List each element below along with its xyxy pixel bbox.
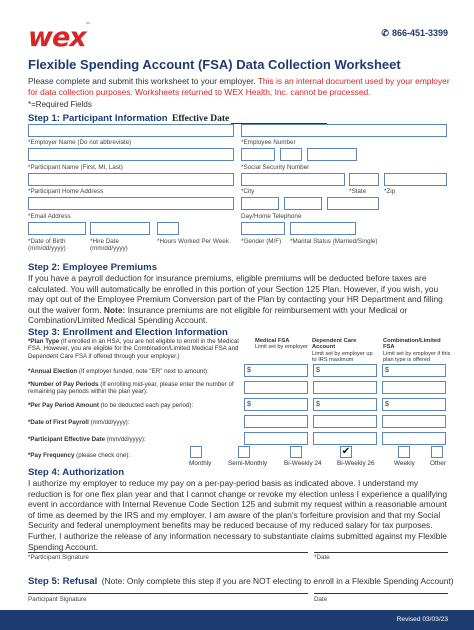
- medical-first-payroll-field[interactable]: [244, 415, 308, 428]
- other-label: Other: [430, 460, 446, 467]
- zip-field[interactable]: [384, 173, 447, 186]
- step4-heading: Step 4: Authorization: [28, 467, 125, 478]
- per-pay-period-bold: *Per Pay Period Amount: [28, 402, 99, 409]
- combination-effective-date-field[interactable]: [382, 432, 446, 445]
- annual-election-text: (If employer funded, note "ER" next to amount):: [77, 368, 209, 375]
- employer-name-label: *Employer Name (Do not abbreviate): [28, 139, 132, 146]
- dependent-effective-date-field[interactable]: [313, 432, 377, 445]
- state-label: *State: [349, 188, 367, 195]
- combination-annual-election-field[interactable]: $: [382, 364, 446, 377]
- medical-pay-periods-field[interactable]: [244, 381, 308, 394]
- home-address-label: *Participant Home Address: [28, 188, 104, 195]
- first-payroll-text: (mm/dd/yyyy):: [88, 419, 130, 426]
- step2-heading: Step 2: Employee Premiums: [28, 262, 158, 273]
- combination-first-payroll-field[interactable]: [382, 415, 446, 428]
- participant-signature-line[interactable]: [28, 552, 308, 553]
- per-pay-period-text: (to be deducted each pay period):: [98, 402, 194, 409]
- authorization-text: I authorize my employer to reduce my pay on a per-pay-period basis as indicated above. I understand my reduction is for one flex plan year and that I cannot change or revoke my election unless I experience a qualifying event in accordance with Internal Revenue Code Section 125 and submit my request within a reasonable amount of time as deemed by the IRS and my employer. I am aware of the plan's forfeiture provision and that my Social Security and federal unemployment benefits may be reduced because of my reduced salary for tax purposes. Further, I authorize the release of any information necessary to substantiate claims submitted against my Flexible Spending Account.: [28, 478, 447, 552]
- weekly-label: Weekly: [394, 460, 415, 467]
- ssn-label: *Social Security Number: [241, 164, 310, 171]
- medical-effective-date-field[interactable]: [244, 432, 308, 445]
- dependent-annual-election-field[interactable]: $: [313, 364, 377, 377]
- biweekly-26-label: Bi-Weekly 26: [337, 460, 375, 467]
- col-dependent-care: [312, 338, 378, 364]
- step1-heading: Step 1: Participant Information: [28, 113, 168, 124]
- employer-name-field[interactable]: [28, 124, 234, 137]
- semi-monthly-checkbox[interactable]: [238, 446, 250, 458]
- phone-icon: ✆: [381, 28, 389, 38]
- step2-text-part2: Insurance premiums are not eligible for reimbursement with your Medical or Combination/Limited Medical Spending Account.: [28, 304, 408, 326]
- city-label: *City: [241, 188, 255, 195]
- dependent-pay-periods-field[interactable]: [313, 381, 377, 394]
- medical-annual-election-field[interactable]: $: [244, 364, 308, 377]
- employee-number-label: *Employee Number: [241, 139, 296, 146]
- monthly-checkbox[interactable]: [190, 446, 202, 458]
- form-title: Flexible Spending Account (FSA) Data Collection Worksheet: [28, 57, 401, 72]
- ssn-part3-field[interactable]: [307, 148, 357, 161]
- pay-frequency-label: [28, 452, 130, 459]
- participant-name-label: *Participant Name (First, MI, Last): [28, 164, 123, 171]
- state-field[interactable]: [349, 173, 379, 186]
- col-dependent-title: Dependent Care Account: [312, 338, 357, 351]
- participant-name-field[interactable]: [28, 148, 234, 161]
- semi-monthly-label: Semi-Monthly: [228, 460, 268, 467]
- step5-note: (Note: Only complete this step if you are NOT electing to enroll in a Flexible Spending Account): [101, 576, 454, 586]
- employee-number-field[interactable]: [241, 124, 447, 137]
- plan-type-desc: (If enrolled in an HSA, you are not eligible to enroll in the Medical FSA. However, you are eligible for the Combination/Limited Medical FSA and Dependent Care FSA if offered through your employer.): [28, 338, 239, 360]
- refusal-date-label: Date: [314, 596, 328, 603]
- first-payroll-bold: *Date of First Payroll: [28, 419, 89, 426]
- col-dependent-sub: Limit set by employer up to IRS maximum: [312, 350, 373, 364]
- marital-label: *Marital Status (Married/Single): [290, 238, 378, 245]
- email-field[interactable]: [28, 197, 234, 210]
- participant-effective-date-label: [28, 436, 238, 443]
- pay-frequency-text: (please check one):: [74, 452, 131, 459]
- dependent-first-payroll-field[interactable]: [313, 415, 377, 428]
- refusal-signature-line[interactable]: [28, 593, 308, 594]
- combination-per-pay-field[interactable]: $: [382, 398, 446, 411]
- intro-text: [28, 76, 450, 97]
- medical-per-pay-field[interactable]: $: [244, 398, 308, 411]
- intro-warning: This is an internal document used by your employer for data collection purposes. Worksheets returned to WEX Health, Inc. cannot be processed.: [28, 76, 450, 97]
- dependent-per-pay-field[interactable]: $: [313, 398, 377, 411]
- col-medical-fsa: [255, 338, 313, 351]
- phone-area-field[interactable]: [241, 197, 279, 210]
- annual-election-bold: *Annual Election: [28, 368, 78, 375]
- home-address-field[interactable]: [28, 173, 234, 186]
- ssn-part1-field[interactable]: [241, 148, 275, 161]
- dob-label: *Date of Birth (mm/dd/yyyy): [28, 238, 66, 253]
- intro-plain: Please complete and submit this worksheet to your employer.: [28, 76, 258, 86]
- wex-logo: [28, 22, 90, 53]
- plan-type-bold: *Plan Type: [28, 338, 60, 345]
- phone-prefix-field[interactable]: [284, 197, 322, 210]
- pay-periods-label: [28, 381, 238, 396]
- required-note: *=Required Fields: [28, 100, 92, 109]
- dob-field[interactable]: [28, 222, 86, 235]
- phone-text: 866-451-3399: [391, 28, 448, 38]
- first-payroll-label: [28, 419, 238, 426]
- step5-heading: Step 5: Refusal: [28, 576, 98, 587]
- phone-number: [381, 28, 448, 39]
- plan-type-text: [28, 338, 246, 360]
- step5-heading-row: [28, 571, 458, 589]
- other-checkbox[interactable]: [431, 446, 443, 458]
- email-label: *Email Address: [28, 213, 71, 220]
- weekly-checkbox[interactable]: [398, 446, 410, 458]
- step2-text-part1: If you have a payroll deduction for insurance premiums, eligible premiums will be deducted before taxes are calculated. You will automatically be enrolled in this portion of your Section 125 Plan. However, if you wish, you may opt out of the Employee Premium Conversion part of the Plan by contacting your HR Department and filling out the waiver form.: [28, 273, 443, 315]
- participant-effective-text: (mm/dd/yyyy):: [105, 436, 146, 443]
- refusal-signature-label: Participant Signature: [28, 596, 87, 603]
- hours-field[interactable]: [157, 222, 179, 235]
- refusal-date-line[interactable]: [314, 593, 448, 594]
- col-medical-sub: Limit set by employer: [255, 344, 308, 351]
- participant-signature-label: *Participant Signature: [28, 554, 89, 561]
- hours-label: *Hours Worked Per Week: [157, 238, 229, 245]
- authorization-date-label: *Date: [314, 554, 330, 561]
- day-phone-label: Day/Home Telephone: [241, 213, 302, 220]
- annual-election-label: [28, 368, 238, 375]
- step2-note-bold: Note:: [103, 304, 126, 315]
- combination-pay-periods-field[interactable]: [382, 381, 446, 394]
- logo-text: wex: [28, 22, 86, 53]
- hire-date-label: *Hire Date (mm/dd/yyyy): [90, 238, 128, 253]
- col-combination-title: Combination/Limited FSA: [383, 338, 441, 351]
- col-combination-sub: Limit set by employer if this plan type is offered: [383, 350, 451, 364]
- col-combination-fsa: [383, 338, 453, 364]
- hire-date-field[interactable]: [90, 222, 150, 235]
- step2-text: [28, 273, 448, 326]
- authorization-date-line[interactable]: [314, 552, 448, 553]
- zip-label: *Zip: [384, 188, 396, 195]
- pay-frequency-bold: *Pay Frequency: [28, 452, 75, 459]
- step3-heading: Step 3: Enrollment and Election Information: [28, 327, 228, 338]
- per-pay-period-label: [28, 402, 238, 409]
- participant-effective-bold: *Participant Effective Date: [28, 436, 106, 443]
- city-field[interactable]: [241, 173, 345, 186]
- pay-periods-text: (If enrolling mid-year, please enter the number of remaining pay periods within the plan year):: [28, 381, 234, 396]
- pay-periods-bold: *Number of Pay Periods: [28, 381, 99, 388]
- phone-line-field[interactable]: [327, 197, 379, 210]
- gender-label: *Gender (M/F): [241, 238, 282, 245]
- biweekly-24-checkbox[interactable]: [290, 446, 302, 458]
- biweekly-24-label: Bi-Weekly 24: [284, 460, 322, 467]
- logo-trademark: ™: [85, 22, 90, 28]
- monthly-label: Monthly: [189, 460, 212, 467]
- revised-date: Revised 03/03/23: [396, 616, 448, 623]
- col-medical-title: Medical FSA: [255, 338, 290, 344]
- gender-field[interactable]: [241, 222, 285, 235]
- biweekly-26-checkbox[interactable]: ✔: [341, 446, 351, 457]
- marital-field[interactable]: [290, 222, 356, 235]
- effective-date-label: Effective Date: [172, 114, 230, 124]
- ssn-part2-field[interactable]: [280, 148, 302, 161]
